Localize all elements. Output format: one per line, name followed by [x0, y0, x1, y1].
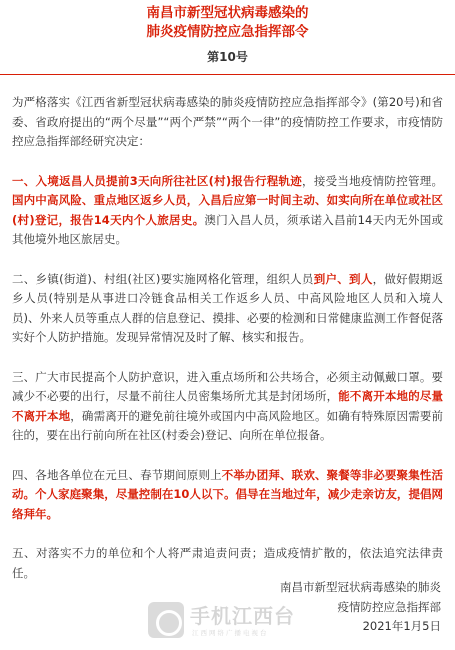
document-title-line-2: 肺炎疫情防控应急指挥部令: [146, 24, 309, 40]
clause-2-text-2: ，做好假期返乡人员(特别是从事进口冷链食品相关工作返乡人员、中高风险地区人员和入境人员)、外来人员等重点人群的信息登记、摸排、必要的检测和日常健康监测工作督促落实好个人防护措施。发现异常情况及时了解、核实和报告。: [12, 271, 443, 344]
watermark: [148, 600, 308, 644]
clause-3-text-1: 三、广大市民提高个人防护意识，进入重点场所和公共场合，必须主动佩戴口罩。要减少不必要的出行，尽量不前往人员密集场所尤其是封闭场所，: [12, 369, 443, 403]
clause-3: [12, 368, 443, 446]
clause-1: [12, 172, 443, 250]
watermark-subtitle: 江西网络广播电视台: [192, 629, 269, 637]
signature-org-line-1: 南昌市新型冠状病毒感染的肺炎: [280, 580, 441, 594]
signature-date: 2021年1月5日: [362, 619, 441, 633]
clause-3-emphasis: 能不离开本地的尽量不离开本地: [12, 389, 444, 423]
document-body: [0, 93, 455, 583]
clause-4-text-1: 四、各地各单位在元旦、春节期间原则上: [12, 467, 222, 482]
clause-5: 五、对落实不力的单位和个人将严肃追责问责；造成疫情扩散的，依法追究法律责任。: [12, 546, 443, 580]
clause-3-text-2: ，确需离开的避免前往境外或国内中高风险地区。如确有特殊原因需要前往的，要在出行前向所在社区(村委会)登记、向所在单位报备。: [12, 408, 443, 442]
clause-4-emphasis: 不举办团拜、联欢、聚餐等非必要聚集性活动。个人家庭聚集，尽量控制在10人以下。倡导在当地过年，减少走亲访友，提倡网络拜年。: [12, 467, 443, 521]
document-number: 第10号: [207, 50, 248, 64]
clause-1-number: 一、: [12, 173, 36, 188]
watermark-brand: 手机江西台: [190, 604, 295, 628]
document-title-line-1: 南昌市新型冠状病毒感染的: [146, 5, 309, 21]
clause-2-text-1: 二、乡镇(街道)、村组(社区)要实施网格化管理，组织人员: [12, 271, 314, 286]
clause-1-emphasis-2: 国内中高风险、重点地区返乡人员，入昌后应第一时间主动、如实向所在单位或社区(村)登记，报告14天内个人旅居史。: [12, 193, 443, 227]
clause-2: [12, 270, 443, 348]
clause-1-text-2: 澳门入昌人员，须承诺入昌前14天内无外国或其他境外地区旅居史。: [12, 212, 443, 246]
clause-1-emphasis-1: 入境返昌人员提前3天向所往社区(村)报告行程轨迹: [35, 173, 303, 188]
intro-paragraph: 为严格落实《江西省新型冠状病毒感染的肺炎疫情防控应急指挥部令》(第20号)和省委、省政府提出的“两个尽量”“两个严禁”“两个一律”的疫情防控工作要求，市疫情防控应急指挥部经研究决定：: [12, 95, 443, 148]
clause-4: [12, 466, 443, 525]
clause-2-emphasis: 到户、到人: [313, 271, 373, 286]
header-divider: [0, 74, 455, 75]
document-header: [0, 0, 455, 65]
signature-org-line-2: 疫情防控应急指挥部: [337, 599, 441, 614]
watermark-logo-icon: [148, 602, 184, 638]
clause-1-text-1: ，接受当地疫情防控管理。: [302, 173, 444, 188]
